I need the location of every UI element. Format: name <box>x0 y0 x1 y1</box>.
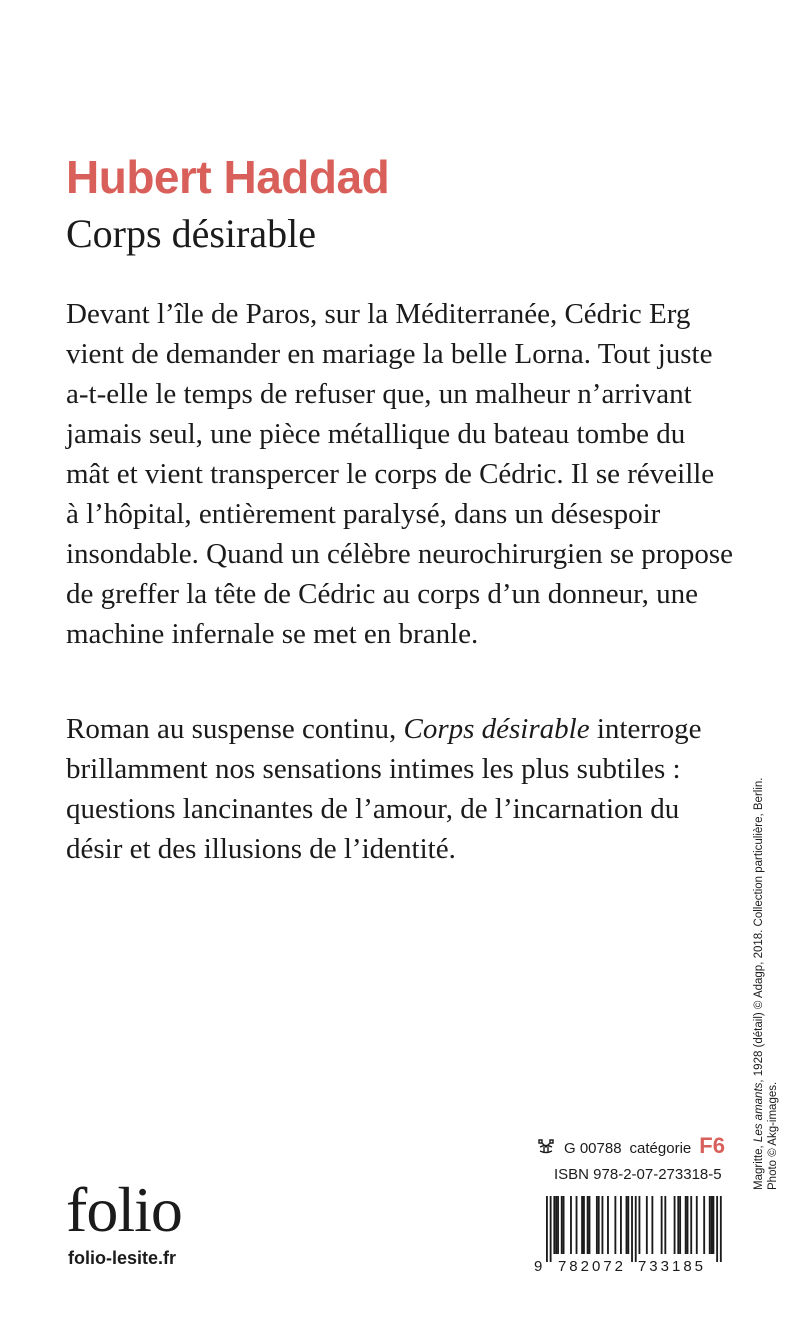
barcode-bar <box>711 1196 713 1254</box>
barcode-bar <box>589 1196 591 1254</box>
review-line: questions lancinantes de l’amour, de l’incarnation du <box>66 793 680 825</box>
barcode-bar <box>626 1196 628 1254</box>
barcode-bar <box>720 1196 722 1262</box>
review-paragraph <box>66 709 726 869</box>
barcode-bar <box>583 1196 585 1254</box>
barcode-bar <box>576 1196 578 1254</box>
barcode-bar <box>620 1196 622 1254</box>
barcode-bar <box>602 1196 604 1254</box>
gallimard-mark-icon <box>536 1137 556 1155</box>
isbn: ISBN 978-2-07-273318-5 <box>554 1166 722 1183</box>
barcode-bar <box>690 1196 692 1254</box>
barcode-bar <box>679 1196 681 1254</box>
barcode-bar <box>639 1196 641 1254</box>
isbn-barcode <box>532 1196 724 1274</box>
synopsis-line: insondable. Quand un célèbre neurochirurgien se propose <box>66 538 734 570</box>
barcode-bar <box>687 1196 689 1254</box>
barcode-bar <box>557 1196 559 1254</box>
author-name: Hubert Haddad <box>66 151 390 203</box>
barcode-bar <box>685 1196 687 1254</box>
barcode-bar <box>661 1196 663 1254</box>
synopsis-line: machine infernale se met en branle. <box>66 618 479 650</box>
barcode-bar <box>561 1196 563 1254</box>
synopsis-paragraph <box>66 294 734 654</box>
barcode-bar <box>631 1196 633 1262</box>
barcode-bar <box>598 1196 600 1254</box>
synopsis-line: vient de demander en mariage la belle Lorna. Tout juste <box>66 338 713 370</box>
barcode-left-digits: 782072 <box>557 1258 627 1274</box>
barcode-bar <box>709 1196 711 1254</box>
barcode-bar <box>563 1196 565 1254</box>
synopsis-line: à l’hôpital, entièrement paralysé, dans un désespoir <box>66 498 661 530</box>
barcode-bar <box>581 1196 583 1254</box>
review-line: Roman au suspense continu, Corps désirable interroge <box>66 713 702 745</box>
synopsis-line: Devant l’île de Paros, sur la Méditerranée, Cédric Erg <box>66 298 691 330</box>
publisher-website: folio-lesite.fr <box>68 1248 177 1268</box>
barcode-right-digits: 733185 <box>637 1258 707 1274</box>
barcode-bars <box>546 1196 722 1262</box>
barcode-bar <box>550 1196 552 1262</box>
review-line: désir et des illusions de l’identité. <box>66 833 456 865</box>
barcode-bar <box>713 1196 715 1254</box>
barcode-bar <box>553 1196 555 1254</box>
synopsis-line: de greffer la tête de Cédric au corps d’un donneur, une <box>66 578 699 610</box>
barcode-bar <box>587 1196 589 1254</box>
credit-line: Photo © Akg-images. <box>767 1081 779 1190</box>
folio-logo: folio <box>66 1174 182 1245</box>
product-code: G 00788 <box>564 1140 622 1157</box>
barcode-bar <box>607 1196 609 1254</box>
review-line: brillamment nos sensations intimes les plus subtiles : <box>66 753 681 785</box>
barcode-bar <box>627 1196 629 1254</box>
barcode-bar <box>546 1196 548 1262</box>
barcode-bar <box>703 1196 705 1254</box>
credit-line: Magritte, Les amants, 1928 (détail) © Adagp, 2018. Collection particulière, Berlin. <box>753 777 765 1190</box>
barcode-bar <box>614 1196 616 1254</box>
product-code-row <box>536 1133 725 1159</box>
title-reference: Corps désirable <box>403 713 590 745</box>
book-title: Corps désirable <box>66 211 316 256</box>
category-label: catégorie <box>629 1140 692 1157</box>
barcode-bar <box>646 1196 648 1254</box>
cover-credit <box>752 778 780 1190</box>
barcode-bar <box>664 1196 666 1254</box>
synopsis-line: mât et vient transpercer le corps de Cédric. Il se réveille <box>66 458 715 490</box>
barcode-bar <box>651 1196 653 1254</box>
barcode-bar <box>570 1196 572 1254</box>
barcode-bar <box>696 1196 698 1254</box>
barcode-bar <box>716 1196 718 1262</box>
barcode-bar <box>555 1196 557 1254</box>
barcode-bar <box>677 1196 679 1254</box>
category-badge: F6 <box>699 1133 725 1158</box>
synopsis-line: jamais seul, une pièce métallique du bateau tombe du <box>66 418 686 450</box>
barcode-bar <box>674 1196 676 1254</box>
barcode-first-digit: 9 <box>534 1258 543 1274</box>
barcode-bar <box>635 1196 637 1262</box>
barcode-bar <box>596 1196 598 1254</box>
synopsis-line: a-t-elle le temps de refuser que, un malheur n’arrivant <box>66 378 692 410</box>
